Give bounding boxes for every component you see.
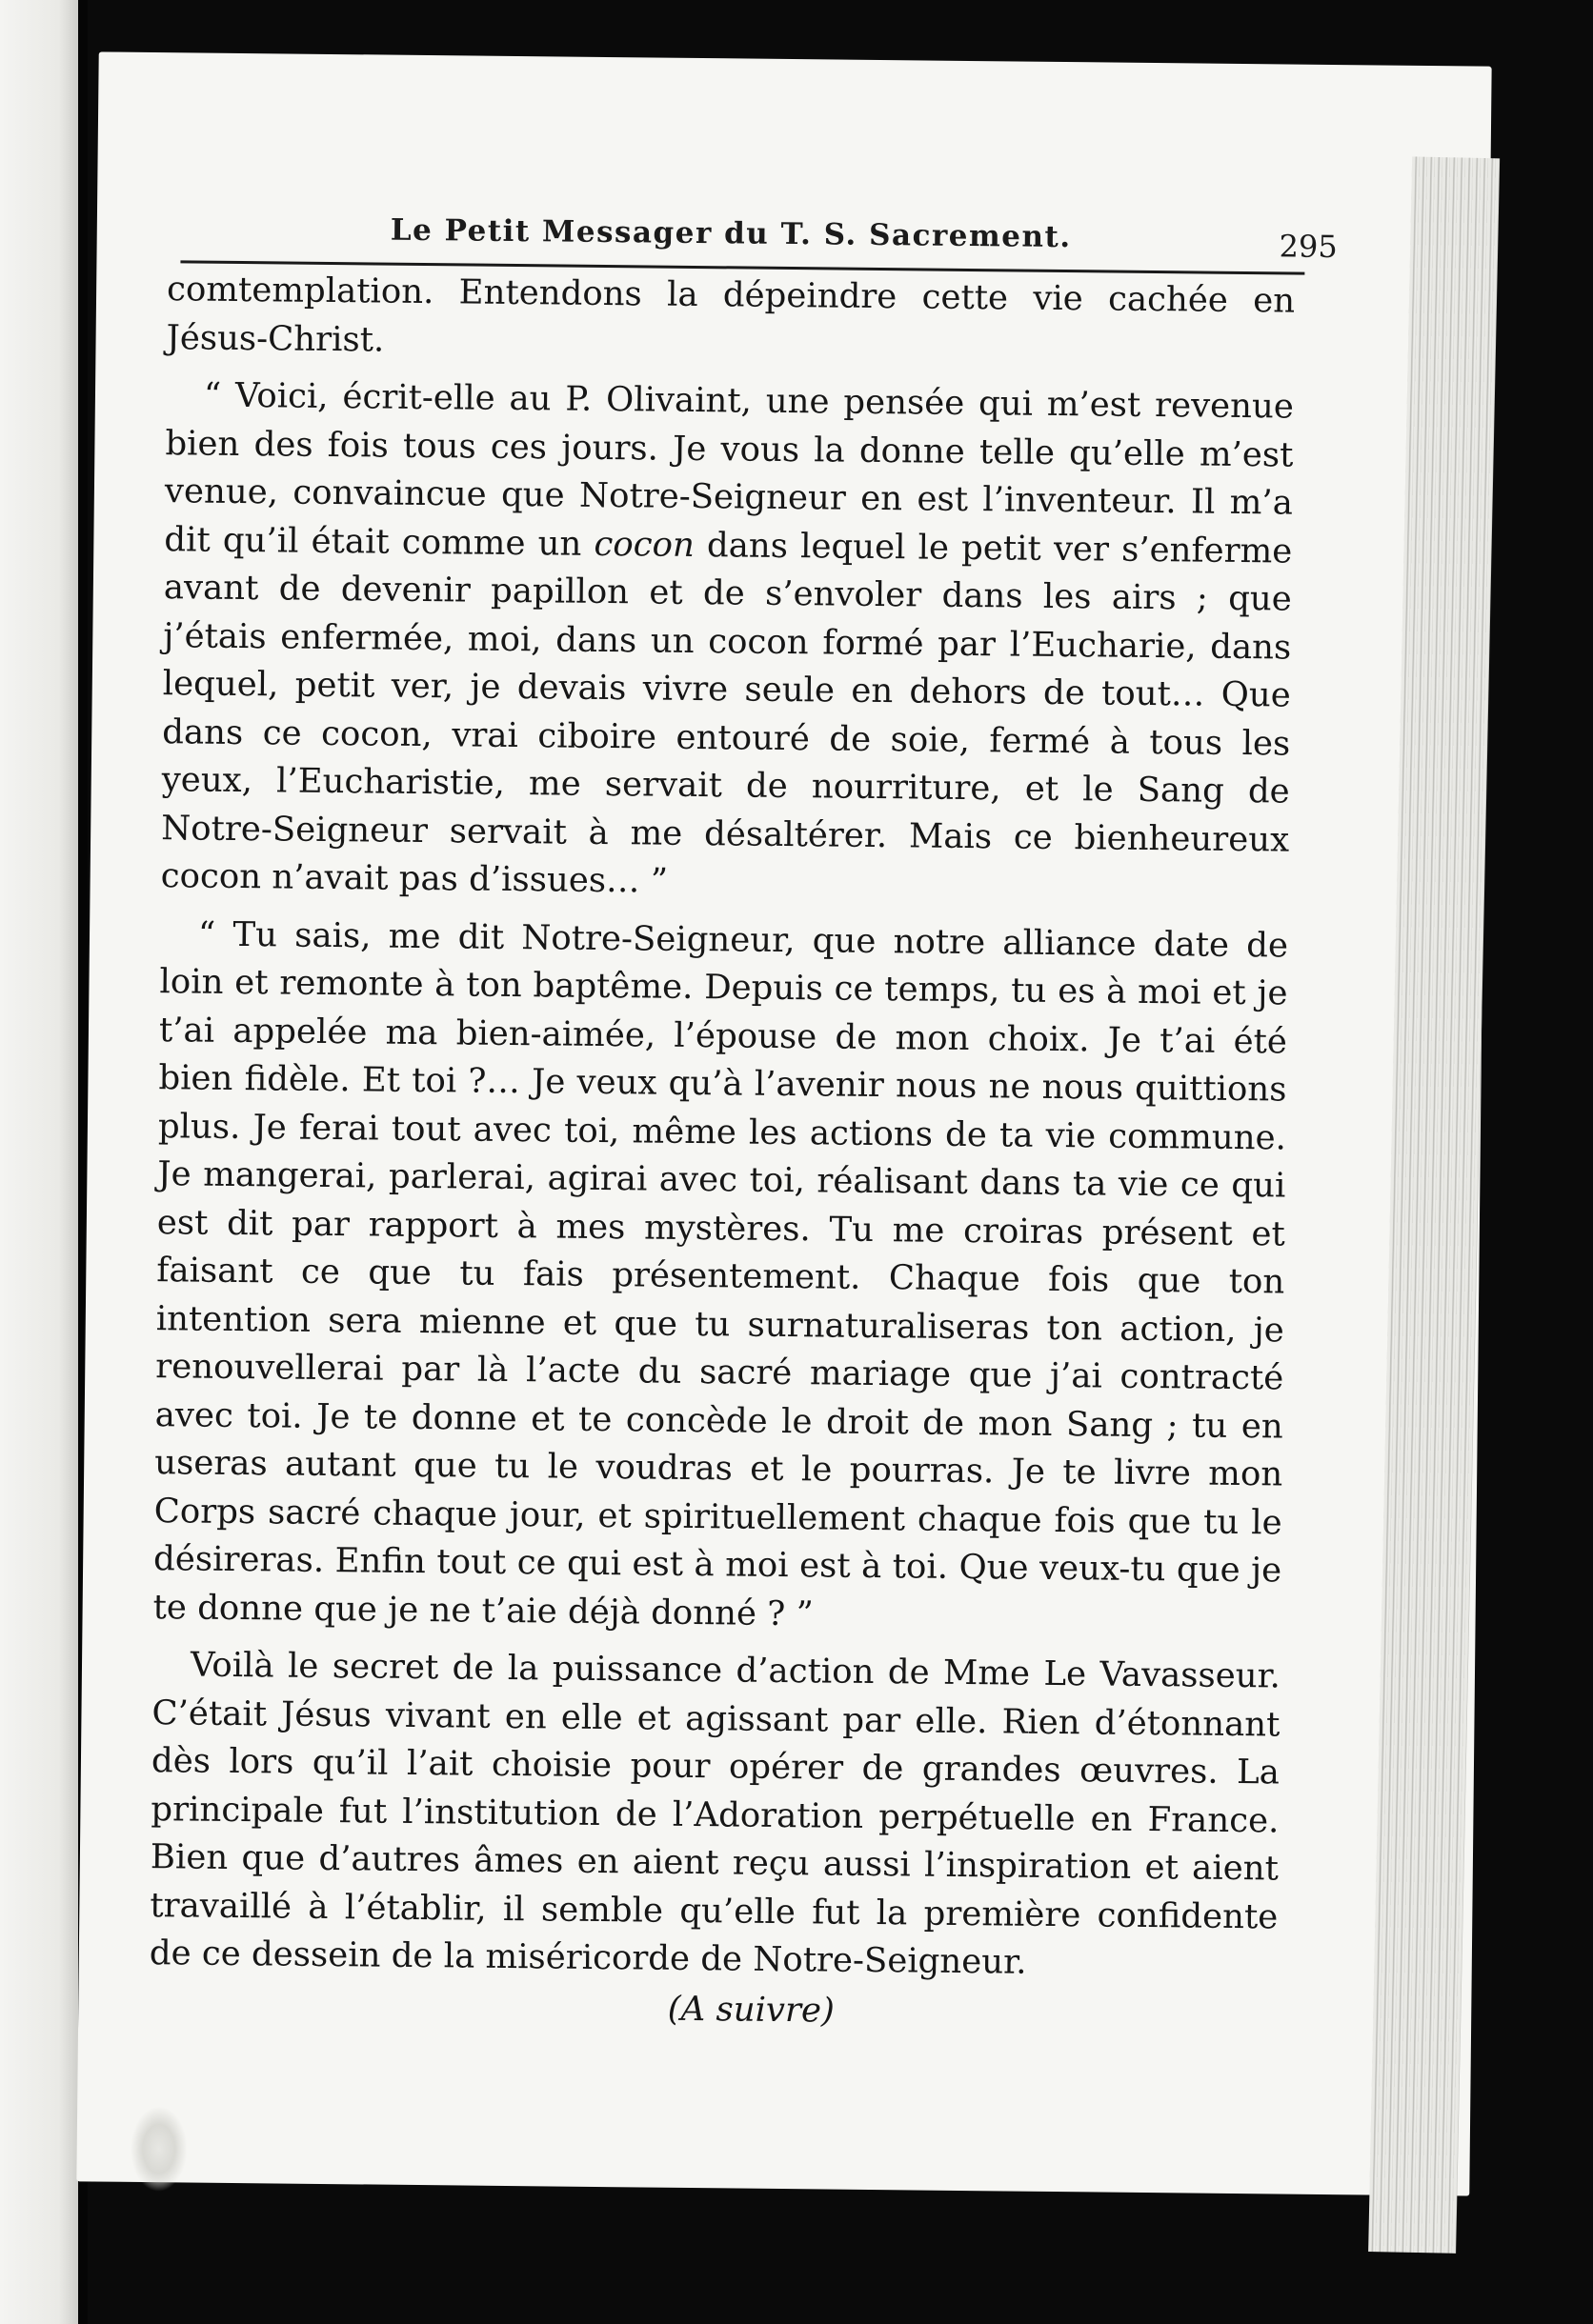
italic-word-cocon: cocon — [594, 524, 696, 565]
paragraph-1: comtemplation. Entendons la dépeindre cette vie cachée en Jésus-Christ. — [166, 270, 1296, 360]
left-page-edge — [0, 0, 78, 2324]
running-title: Le Petit Messager du T. S. Sacrement. — [390, 212, 1072, 255]
book-page — [76, 51, 1491, 2195]
body-text — [149, 266, 1295, 2049]
paragraph-3: “ Tu sais, me dit Notre-Seigneur, que notre alliance date de loin et remonte à ton baptême. Depuis ce temps, tu es à moi et je t’ai appelée ma bien-aimée, l’épouse de mon choix. Je t’ai été bien fidèle. Et toi ?… Je veux qu’à l’avenir nous ne nous quittions plus. Je ferai tout avec toi, même les actions de ta vie commune. Je mangerai, parlerai, agirai avec toi, réalisant dans ta vie ce qui est dit par rapport à mes mystères. Tu me croiras présent et faisant ce que tu fais présentement. Chaque fois que ton intention sera mienne et que tu surnaturaliseras ton action, je renouvellerai par là l’acte du sacré mariage que j’ai contracté avec toi. Je te donne et te concède le droit de mon Sang ; tu en useras autant que tu le voudras et le pourras. Je te livre mon Corps sacré chaque jour, et spirituellement chaque fois que tu le désireras. Enfin tout ce qui est à moi est à toi. Que veux-tu que je te donne que je ne t’aie déjà donné ? ” — [152, 914, 1289, 1633]
paragraph-2 — [160, 371, 1294, 912]
paragraph-2-text-b: dans lequel le petit ver s’enferme avant de devenir papillon et de s’envoler dans les airs ; que j’étais enfermée, moi, dans un cocon formé par l’Eucharie, dans lequel, petit ver, je devais vivre seule en dehors de tout… Que dans ce cocon, vrai ciboire entouré de soie, fermé à tous les yeux, l’Eucharistie, me servait de nourriture, et le Sang de Notre-Seigneur servait à me désaltérer. Mais ce bienheureux cocon n’avait pas d’issues… ” — [160, 525, 1293, 901]
page-smudge — [130, 2106, 188, 2193]
to-be-continued-note: (A suivre) — [667, 1989, 836, 2031]
paragraph-2-text-a: “ Voici, écrit-elle au P. Olivaint, une pensée qui m’est revenue bien des fois tous ces jours. Je vous la donne telle qu’elle m’est venue, convaincue que Notre-Seigneur en est l’inventeur. Il m’a dit qu’il était comme un — [164, 375, 1295, 564]
page-header — [180, 203, 1338, 274]
paragraph-4: Voilà le secret de la puissance d’action de Mme Le Vavasseur. C’était Jésus vivant en elle et agissant par elle. Rien d’étonnant dès lors qu’il l’ait choisie pour opérer de grandes œuvres. La principale fut l’institution de l’Adoration perpétuelle en France. Bien que d’autres âmes en aient reçu aussi l’inspiration et aient travaillé à l’établir, il semble qu’elle fut la première confidente de ce dessein de la miséricorde de Notre-Seigneur. — [149, 1645, 1281, 1982]
page-stack-edge — [1368, 156, 1500, 2253]
page-number: 295 — [1279, 228, 1338, 266]
